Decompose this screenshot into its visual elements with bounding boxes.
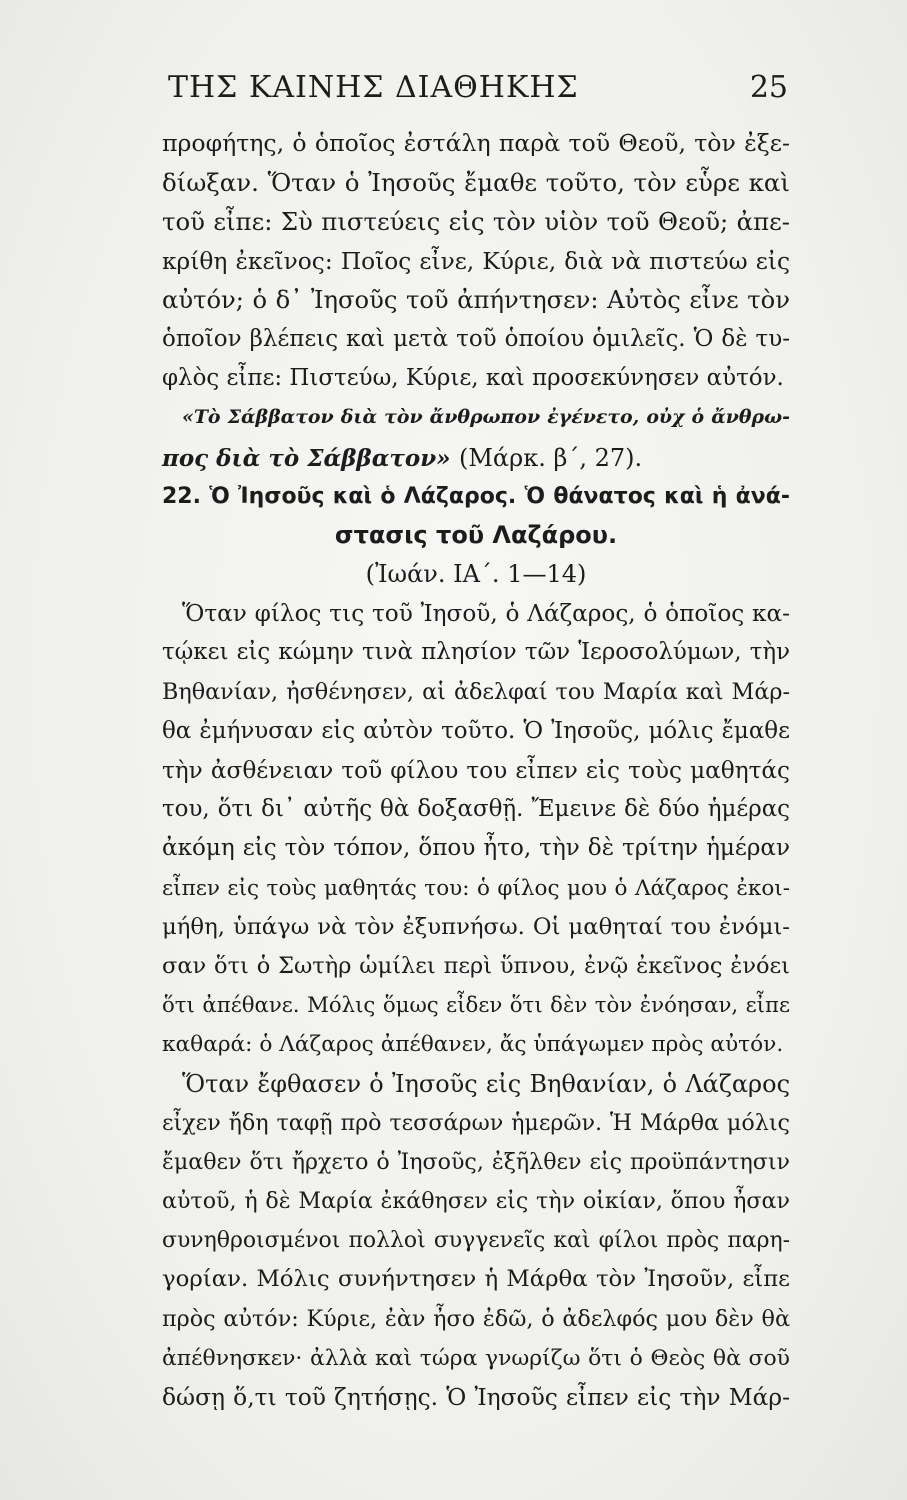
- text-line: ἀκόμη εἰς τὸν τόπον, ὅπου ἦτο, τὴν δὲ τρίτην ἡμέραν: [162, 835, 790, 862]
- text-line: ἔμαθεν ὅτι ἤρχετο ὁ Ἰησοῦς, ἐξῆλθεν εἰς προϋπάντησιν: [162, 1148, 790, 1175]
- quote-line: «Τὸ Σάββατον διὰ τὸν ἄνθρωπον ἐγένετο, οὐχ ὁ ἄνθρω-: [182, 406, 790, 429]
- text-line: σαν ὅτι ὁ Σωτὴρ ὡμίλει περὶ ὕπνου, ἐνῷ ἐκεῖνος ἐνόει: [162, 952, 790, 979]
- paragraph-2: [162, 594, 790, 1064]
- text-line: μήθη, ὑπάγω νὰ τὸν ἐξυπνήσω. Οἱ μαθηταί του ἐνόμι-: [162, 913, 790, 940]
- quote-reference: (Μάρκ. β΄, 27).: [458, 443, 643, 472]
- text-line: προφήτης, ὁ ὁποῖος ἐστάλη παρὰ τοῦ Θεοῦ, τὸν ἐξε-: [162, 129, 790, 157]
- quote-line: [162, 438, 790, 477]
- text-line: κρίθη ἐκεῖνος: Ποῖος εἶνε, Κύριε, διὰ νὰ πιστεύω εἰς: [162, 247, 790, 275]
- section-title-line: στασις τοῦ Λαζάρου.: [334, 520, 618, 549]
- text-line: τὴν ἀσθένειαν τοῦ φίλου του εἶπεν εἰς τοὺς μαθητάς: [162, 757, 790, 784]
- text-line: τοῦ εἶπε: Σὺ πιστεύεις εἰς τὸν υἱὸν τοῦ Θεοῦ; ἀπε-: [162, 207, 790, 237]
- text-line: αὐτοῦ, ἡ δὲ Μαρία ἐκάθησεν εἰς τὴν οἰκίαν, ὅπου ἦσαν: [162, 1188, 790, 1215]
- body-text: [162, 124, 790, 1417]
- text-line: ὅτι ἀπέθανε. Μόλις ὅμως εἶδεν ὅτι δὲν τὸν ἐνόησαν, εἶπε: [162, 993, 790, 1019]
- text-line: πρὸς αὐτόν: Κύριε, ἐὰν ἦσο ἐδῶ, ὁ ἀδελφός μου δὲν θὰ: [162, 1305, 790, 1332]
- text-line: συνηθροισμένοι πολλοὶ συγγενεῖς καὶ φίλοι πρὸς παρη-: [162, 1228, 790, 1254]
- text-line: Βηθανίαν, ἠσθένησεν, αἱ ἀδελφαί του Μαρία καὶ Μάρ-: [162, 678, 790, 705]
- text-line: εἶχεν ἤδη ταφῇ πρὸ τεσσάρων ἡμερῶν. Ἡ Μάρθα μόλις: [162, 1109, 790, 1136]
- section-reference: (Ἰωάν. ΙΑ΄. 1—14): [365, 560, 587, 589]
- paragraph-3: [162, 1065, 790, 1418]
- text-line: Ὅταν ἔφθασεν ὁ Ἰησοῦς εἰς Βηθανίαν, ὁ Λάζαρος: [182, 1069, 790, 1098]
- running-title: ΤΗΣ ΚΑΙΝΗΣ ΔΙΑΘΗΚΗΣ: [168, 70, 579, 105]
- text-line: ὁποῖον βλέπεις καὶ μετὰ τοῦ ὁποίου ὁμιλεῖς. Ὁ δὲ τυ-: [162, 325, 790, 352]
- text-line: τῴκει εἰς κώμην τινὰ πλησίον τῶν Ἱεροσολύμων, τὴν: [162, 639, 790, 666]
- text-line: καθαρά: ὁ Λάζαρος ἀπέθανεν, ἄς ὑπάγωμεν πρὸς αὐτόν.: [162, 1032, 784, 1058]
- paragraph-1: [162, 124, 790, 398]
- text-line: του, ὅτι δι᾽ αὐτῆς θὰ δοξασθῇ. Ἔμεινε δὲ δύο ἡμέρας: [162, 796, 790, 823]
- text-line: αὐτόν; ὁ δ᾽ Ἰησοῦς τοῦ ἀπήντησεν: Αὐτὸς εἶνε τὸν: [162, 285, 790, 314]
- section-title-line: 22. Ὁ Ἰησοῦς καὶ ὁ Λάζαρος. Ὁ θάνατος καὶ ἡ ἀνά-: [162, 483, 790, 509]
- text-line: γορίαν. Μόλις συνήντησεν ἡ Μάρθα τὸν Ἰησοῦν, εἶπε: [162, 1266, 790, 1293]
- text-line: φλὸς εἶπε: Πιστεύω, Κύριε, καὶ προσεκύνησεν αὐτόν.: [162, 365, 784, 392]
- text-line: δίωξαν. Ὅταν ὁ Ἰησοῦς ἔμαθε τοῦτο, τὸν εὗρε καὶ: [162, 168, 790, 198]
- text-line: δώσῃ ὅ,τι τοῦ ζητήσῃς. Ὁ Ἰησοῦς εἶπεν εἰς τὴν Μάρ-: [162, 1383, 790, 1411]
- text-line: εἶπεν εἰς τοὺς μαθητάς του: ὁ φίλος μου ὁ Λάζαρος ἐκοι-: [162, 875, 790, 901]
- text-line: θα ἐμήνυσαν εἰς αὐτὸν τοῦτο. Ὁ Ἰησοῦς, μόλις ἔμαθε: [162, 717, 790, 744]
- section-heading: [162, 477, 790, 595]
- scripture-quote: [162, 398, 790, 476]
- page-number: 25: [749, 70, 788, 105]
- text-line: ἀπέθνησκεν· ἀλλὰ καὶ τώρα γνωρίζω ὅτι ὁ Θεὸς θὰ σοῦ: [162, 1345, 790, 1371]
- page-header: [168, 70, 788, 110]
- quote-text: πος διὰ τὸ Σάββατον»: [162, 444, 451, 472]
- text-line: Ὅταν φίλος τις τοῦ Ἰησοῦ, ὁ Λάζαρος, ὁ ὁποῖος κα-: [182, 600, 790, 628]
